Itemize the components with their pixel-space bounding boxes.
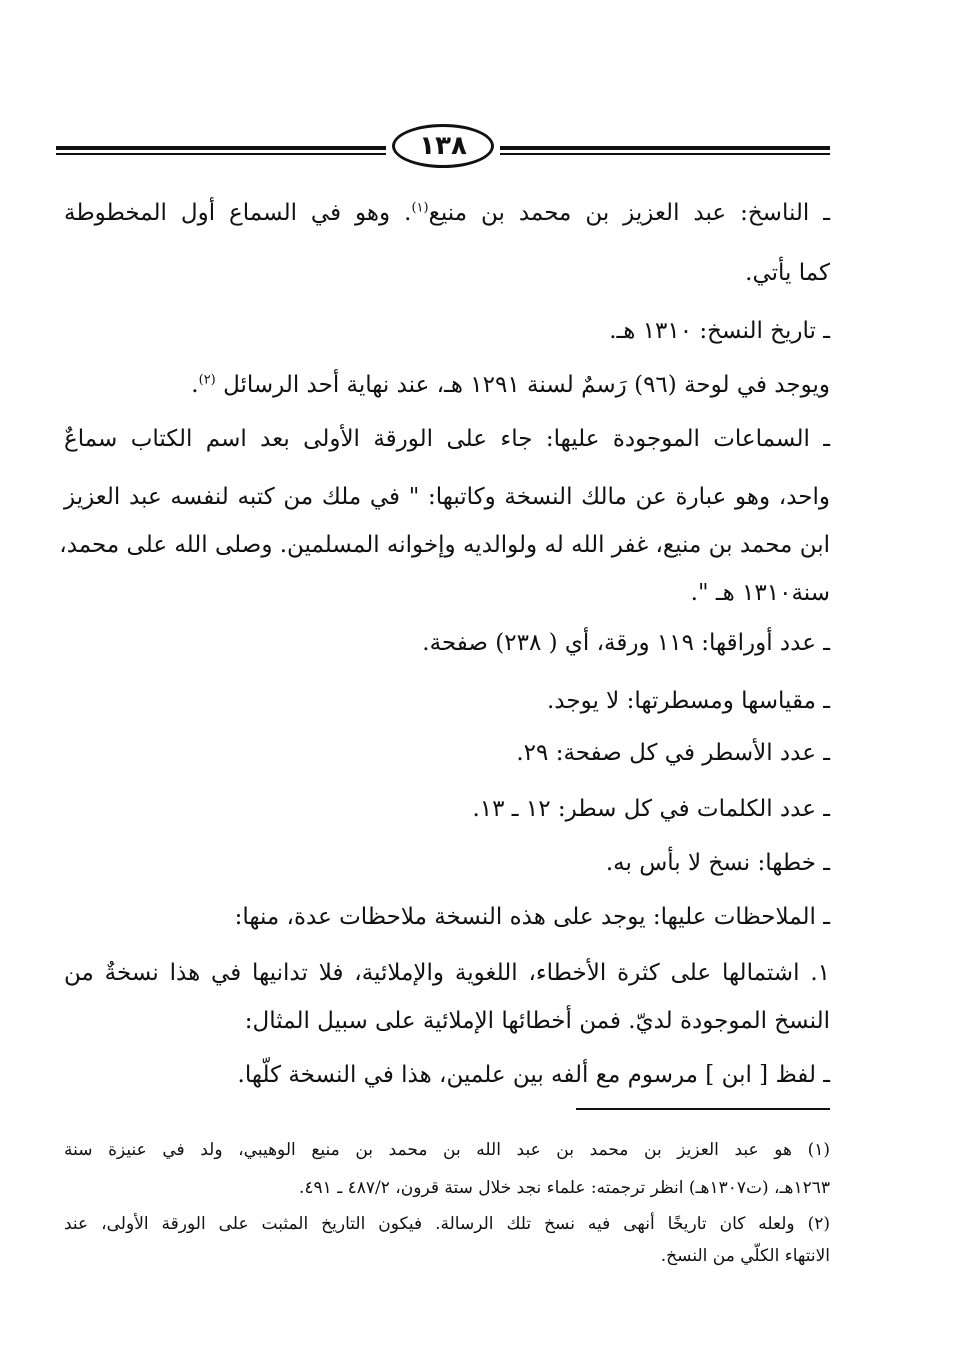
footnote-2-line-1: (٢) ولعله كان تاريخًا أنهى فيه نسخ تلك الرسالة. فيكون التاريخ المثبت على الورقة الأولى، عند [64,1214,830,1234]
line4-text: ويوجد في لوحة (٩٦) رَسمٌ لسنة ١٢٩١ هـ، عند نهاية أحد الرسائل [223,372,830,398]
footnote-2-line-2: الانتهاء الكلّي من النسخ. [660,1246,830,1266]
text-line-5: ـ السماعات الموجودة عليها: جاء على الورقة الأولى بعد اسم الكتاب سماعٌ [64,426,830,452]
text-line-12: ـ عدد الكلمات في كل سطر: ١٢ ـ ١٣. [472,796,830,822]
text-line-16: النسخ الموجودة لديّ. فمن أخطائها الإملائية على سبيل المثال: [244,1008,830,1034]
text-line-3: ـ تاريخ النسخ: ١٣١٠ هـ. [609,318,830,344]
text-line-10: ـ مقياسها ومسطرتها: لا يوجد. [546,688,830,714]
footnote-1-line-2: ١٢٦٣هـ، (ت١٣٠٧هـ) انظر ترجمته: علماء نجد خلال ستة قرون، ٤٨٧/٢ ـ ٤٩١. [298,1178,830,1198]
text-line-6: واحد، وهو عبارة عن مالك النسخة وكاتبها: " في ملك من كتبه لنفسه عبد العزيز [64,484,830,510]
footnote-ref-2[interactable]: (٢) [198,372,216,388]
line1-start: ـ الناسخ: عبد العزيز بن محمد بن منيع [428,200,830,226]
line4-end: . [191,372,199,398]
text-line-7: ابن محمد بن منيع، غفر الله له ولوالديه وإخوانه المسلمين. وصلى الله على محمد، [59,532,830,558]
text-line-8: سنة١٣١٠ هـ ". [690,580,830,606]
page-number: ١٣٨ [392,124,494,168]
text-line-2: كما يأتي. [745,260,830,286]
footnote-ref-1[interactable]: (١) [411,200,429,216]
header-rule-left [56,146,386,158]
text-line-4 [191,370,830,400]
text-line-14: ـ الملاحظات عليها: يوجد على هذه النسخة ملاحظات عدة، منها: [234,904,830,930]
text-line-9: ـ عدد أوراقها: ١١٩ ورقة، أي ( ٢٣٨) صفحة. [422,630,830,656]
text-line-15: ١. اشتمالها على كثرة الأخطاء، اللغوية والإملائية، فلا تدانيها في هذا نسخةٌ من [64,960,830,986]
header-rule-right [500,146,830,158]
footnote-1-line-1: (١) هو عبد العزيز بن محمد بن عبد الله بن محمد بن منيع الوهيبي، ولد في عنيزة سنة [64,1140,830,1160]
text-line-13: ـ خطها: نسخ لا بأس به. [605,850,830,876]
text-line-11: ـ عدد الأسطر في كل صفحة: ٢٩. [516,740,830,766]
footnote-separator [576,1108,830,1110]
text-line-1 [64,198,830,228]
line1-rest: . وهو في السماع أول المخطوطة [64,200,412,226]
text-line-17: ـ لفظ [ ابن ] مرسوم مع ألفه بين علمين، هذا في النسخة كلّها. [237,1062,830,1088]
